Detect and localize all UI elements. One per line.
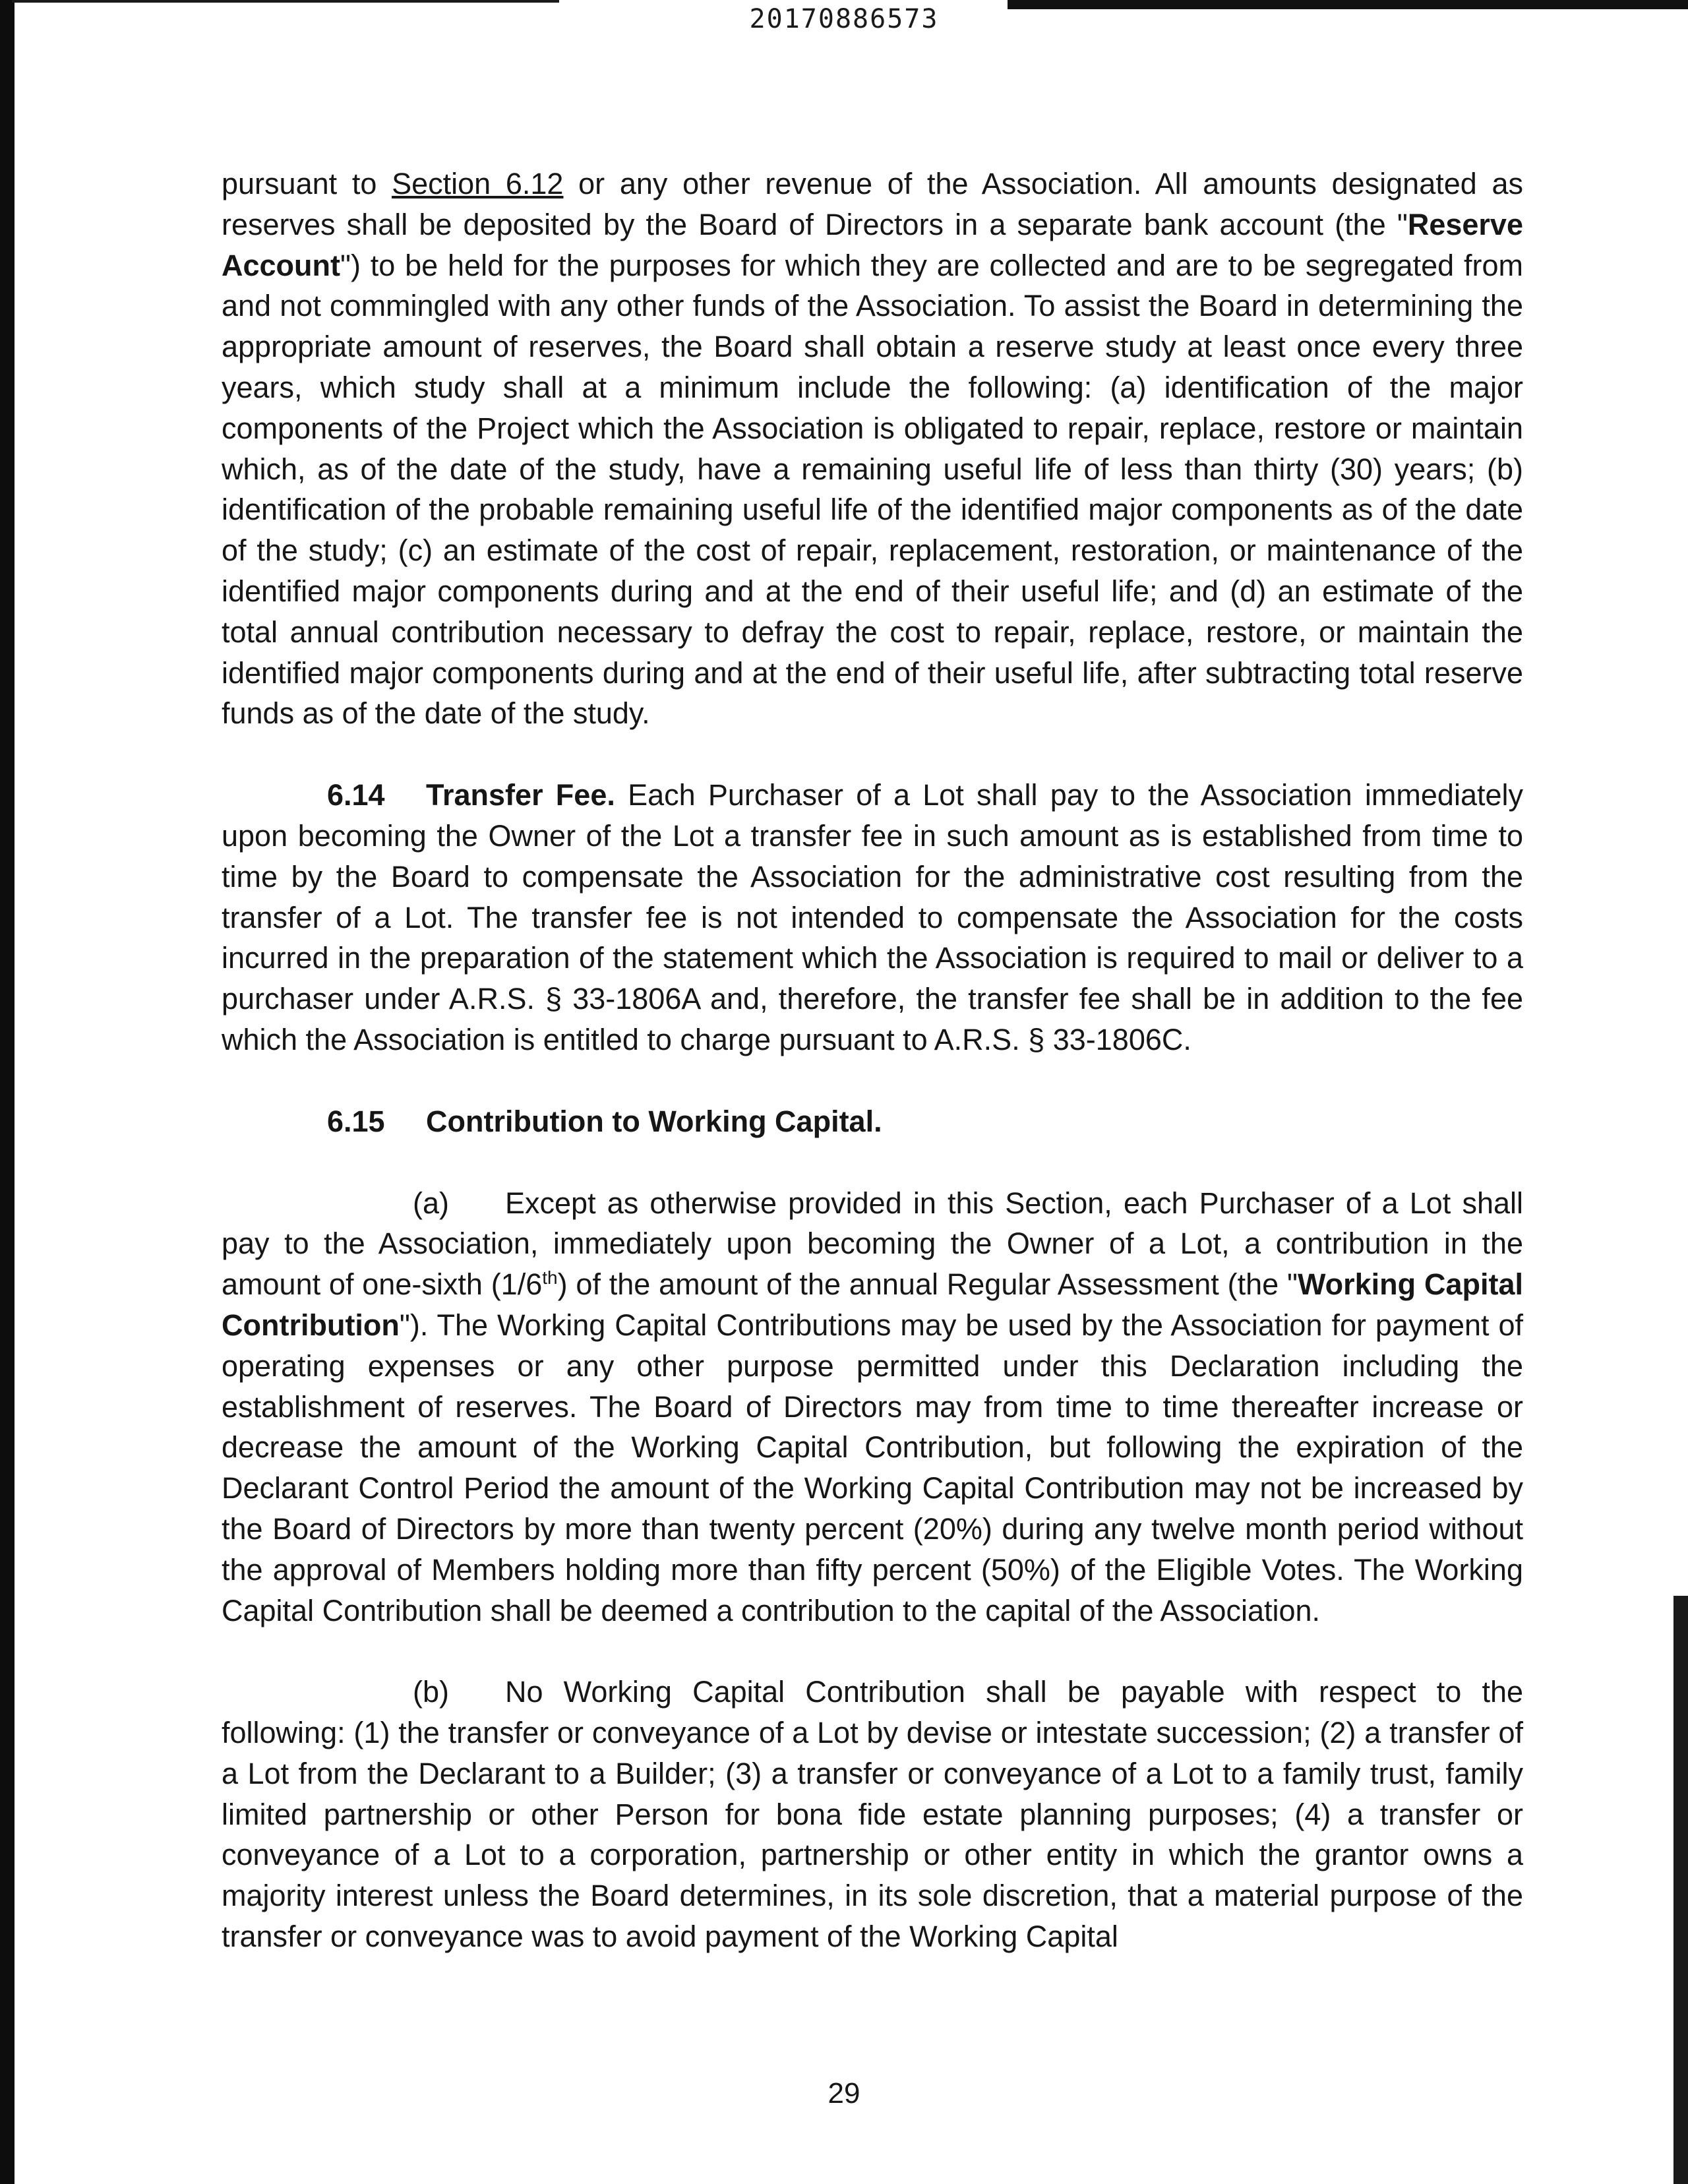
subsection-label: (b) [413, 1675, 449, 1709]
section-6-14 [222, 775, 1523, 1060]
defined-term-working-capital-contribution: Working Capital Contribution [222, 1267, 1523, 1342]
page-number: 29 [828, 2077, 860, 2109]
section-number: 6.15 [327, 1104, 385, 1138]
section-title: Transfer Fee. [426, 778, 615, 812]
subsection-label: (a) [413, 1186, 449, 1220]
subsection-a: (a) Except as otherwise provided in this Section, each Purchaser of a Lot shall pay to the Association, immediately upon becoming the Owner of a Lot, a contribution in the amount of one-sixth (1/6th) of the amount of the annual Regular Assessment (the "Working Capital Contribution"). The Working Capital Contributions may be used by the Association for payment of operating expenses or any other purpose permitted under this Declaration including the establishment of reserves. The Board of Directors may from time to time thereafter increase or decrease the amount of the Working Capital Contribution, but following the expiration of the Declarant Control Period the amount of the Working Capital Contribution may not be increased by the Board of Directors by more than twenty percent (20%) during any twelve month period without the approval of Members holding more than fifty percent (50%) of the Eligible Votes. The Working Capital Contribution shall be deemed a contribution to the capital of the Association. [222, 1183, 1523, 1631]
scan-border-top-left [12, 0, 559, 3]
section-6-15-heading [222, 1101, 1523, 1142]
ordinal-superscript: th [542, 1267, 558, 1289]
scan-border-left [0, 0, 15, 2184]
section-title: Contribution to Working Capital. [426, 1104, 882, 1138]
defined-term-reserve-account: Reserve Account [222, 207, 1523, 282]
section-reference: Section 6.12 [392, 167, 564, 200]
section-number: 6.14 [327, 778, 385, 812]
subsection-b: (b) No Working Capital Contribution shall be payable with respect to the following: (1) the transfer or conveyance of a Lot by devise or intestate succession; (2) a transfer of a Lot from the Declarant to a Builder; (3) a transfer or conveyance of a Lot to a family trust, family limited partnership or other Person for bona fide estate planning purposes; (4) a transfer or conveyance of a Lot to a corporation, partnership or other entity in which the grantor owns a majority interest unless the Board determines, in its sole discretion, that a material purpose of the transfer or conveyance was to avoid payment of the Working Capital [222, 1672, 1523, 1957]
document-body [222, 164, 1523, 1998]
section-text: Each Purchaser of a Lot shall pay to the Association immediately upon becoming the Owner of the Lot a transfer fee in such amount as is established from time to time by the Board to compensate the Association for the administrative cost resulting from the transfer of a Lot. The transfer fee is not intended to compensate the Association for the costs incurred in the preparation of the statement which the Association is required to mail or deliver to a purchaser under A.R.S. § 33-1806A and, therefore, the transfer fee shall be in addition to the fee which the Association is entitled to charge pursuant to A.R.S. § 33-1806C. [222, 778, 1523, 1056]
reserves-paragraph: pursuant to Section 6.12 or any other revenue of the Association. All amounts designated as reserves shall be deposited by the Board of Directors in a separate bank account (the "Reserve Account") to be held for the purposes for which they are collected and are to be segregated from and not commingled with any other funds of the Association. To assist the Board in determining the appropriate amount of reserves, the Board shall obtain a reserve study at least once every three years, which study shall at a minimum include the following: (a) identification of the major components of the Project which the Association is obligated to repair, replace, restore or maintain which, as of the date of the study, have a remaining useful life of less than thirty (30) years; (b) identification of the probable remaining useful life of the identified major components as of the date of the study; (c) an estimate of the cost of repair, replacement, restoration, or maintenance of the identified major components during and at the end of their useful life; and (d) an estimate of the total annual contribution necessary to defray the cost to repair, replace, restore, or maintain the identified major components during and at the end of their useful life, after subtracting total reserve funds as of the date of the study. [222, 167, 1524, 731]
document-number: 20170886573 [749, 4, 939, 34]
